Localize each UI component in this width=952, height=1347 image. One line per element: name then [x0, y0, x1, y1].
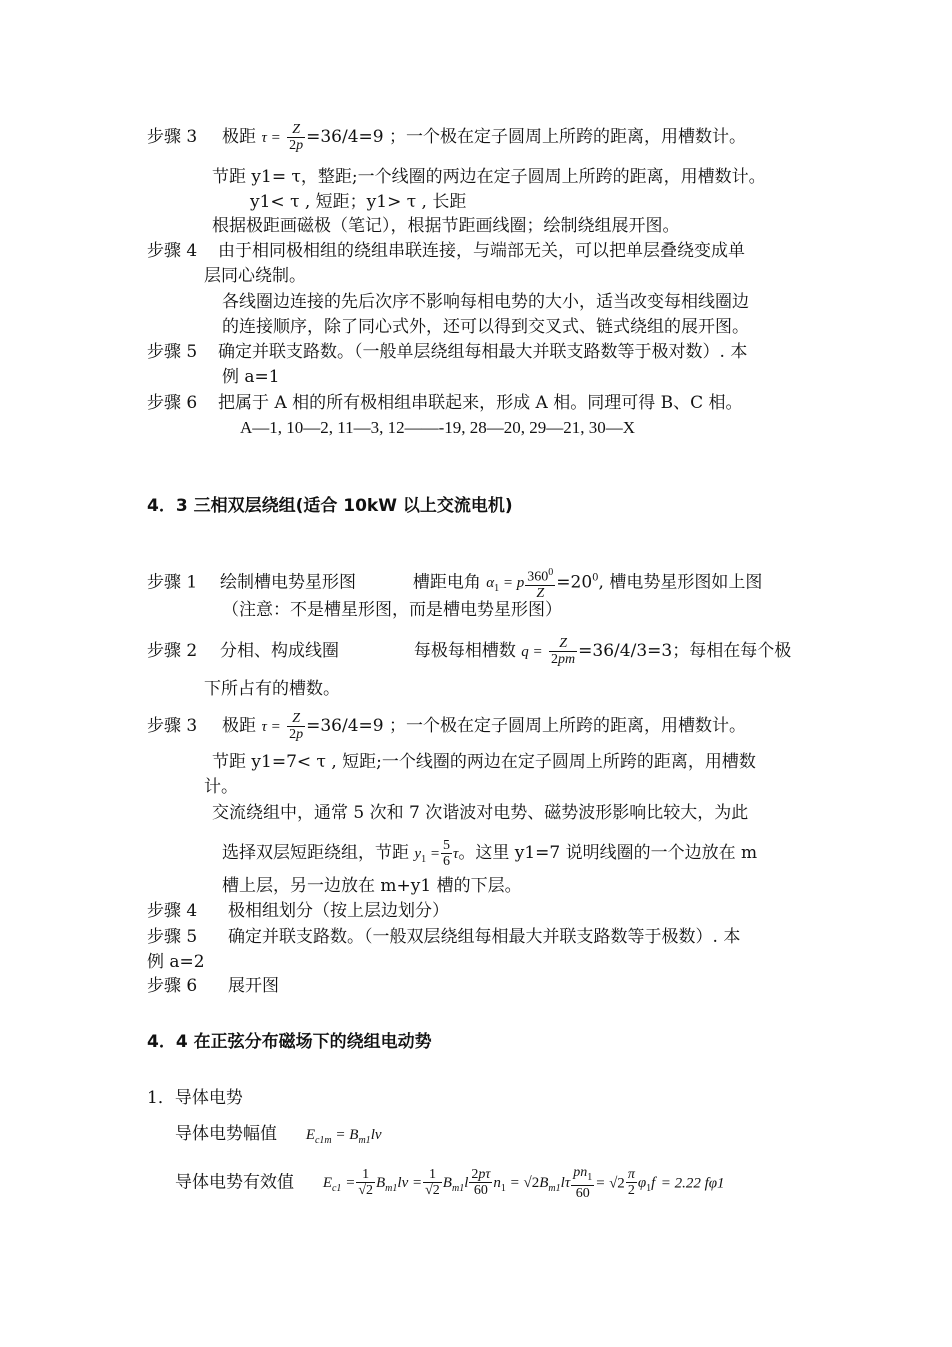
fraction-z-2pm: $\frac{Z}{2pm}$: [551, 636, 576, 667]
step-label: 步骤 6: [147, 393, 198, 413]
section-heading: 4．4 在正弦分布磁场下的绕组电动势: [147, 1032, 432, 1052]
step1-line: 步骤 1 绘制槽电势星形图 槽距电角 $\alpha_1 = p$ $\frac{360^0}{Z}$ $=20^0$, 槽电势星形图如上图: [147, 567, 763, 601]
step-label: 步骤 5: [147, 342, 198, 362]
q-formula: q =: [521, 644, 543, 660]
step-text: 选择双层短距绕组，节距: [222, 843, 409, 863]
step-label: 步骤 2: [147, 641, 198, 661]
step-label: 步骤 4: [147, 901, 198, 921]
step-text: 展开图: [228, 976, 280, 996]
step-text: 确定并联支路数。（一般单层绕组每相最大并联支路数等于极对数）. 本: [218, 342, 748, 362]
step-text: =36/4=9 ；一个极在定子圆周上所跨的距离，用槽数计。: [306, 127, 746, 147]
tau-formula: τ =: [261, 719, 281, 735]
subsection-title: 1．导体电势: [147, 1088, 243, 1108]
step5b-line: [147, 925, 740, 949]
text-line: 节距 y1=7< τ , 短距;一个线圈的两边在定子圆周上所跨的距离，用槽数: [212, 752, 756, 772]
step3b-line: [147, 711, 746, 742]
fraction-5-6: $\frac{5}{6}$: [442, 838, 450, 869]
step5-line: [147, 340, 747, 364]
rms-line: 导体电势有效值 $E_{c1}$ = $\frac{1}{√2}$ $B_{m1}lv$ = $\frac{1}{√2}$ $B_{m1}l$ $\frac{2p\tau}{60}$ $n_1 = √2B_{m1}l\tau$ $\frac{pn_1}{60}$ = √2 $\frac{\pi}{2}$ $\varphi_1f = 2.22$ fφ1: [175, 1165, 725, 1201]
alpha-formula: $\alpha_1 = p$: [486, 575, 525, 595]
step-text: 确定并联支路数。（一般双层绕组每相最大并联支路数等于极数）. 本: [228, 927, 741, 947]
step-label: 步骤 5: [147, 927, 198, 947]
text-line: 槽上层，另一边放在 m+y1 槽的下层。: [222, 876, 522, 896]
fraction-z-2p: $\frac{Z}{2p}$: [289, 711, 304, 742]
note-line: （注意：不是槽星形图，而是槽电势星形图）: [222, 600, 562, 620]
step4-line: [147, 239, 745, 263]
text-line: 交流绕组中，通常 5 次和 7 次谐波对电势、磁势波形影响比较大，为此: [212, 803, 749, 823]
text-line: y1< τ , 短距；y1> τ , 长距: [250, 192, 467, 212]
step-text: 极相组划分（按上层边划分）: [228, 901, 450, 921]
connection-sequence: A—1, 10—2, 11—3, 12——-19, 28—20, 29—21, 30—X: [240, 418, 636, 437]
step-text: 分相、构成线圈: [220, 641, 340, 661]
step2-line: [147, 636, 791, 667]
text-line: 例 a=2: [147, 952, 205, 972]
section-heading: 4．3 三相双层绕组(适合 10kW 以上交流电机): [147, 496, 513, 516]
tau-formula: τ =: [261, 130, 281, 146]
step-text: =36/4=9 ；一个极在定子圆周上所跨的距离，用槽数计。: [306, 716, 746, 736]
amp-formula: $E_{c1m} = B_{m1}lv$: [305, 1127, 382, 1146]
step3-line: [147, 122, 746, 153]
step-text: 极距: [222, 716, 257, 736]
step-text: 。这里 y1=7 说明线圈的一个边放在 m: [458, 843, 758, 863]
text-line: 例 a=1: [222, 367, 280, 387]
step-text: =20: [556, 572, 593, 593]
step-text: 把属于 A 相的所有极相组串联起来，形成 A 相。同理可得 B、C 相。: [218, 393, 743, 413]
rms-result: = 2.22 fφ1: [660, 1175, 725, 1192]
text-line: 节距 y1= τ，整距;一个线圈的两边在定子圆周上所跨的距离，用槽数计。: [212, 167, 766, 187]
text-line: 下所占有的槽数。: [204, 679, 340, 699]
y1-formula: $y_1$ =: [414, 846, 440, 865]
step-label: 步骤 3: [147, 127, 198, 147]
text-line: 的连接顺序，除了同心式外，还可以得到交叉式、链式绕组的展开图。: [222, 317, 749, 337]
text-line: 根据极距画磁极（笔记），根据节距画线圈；绘制绕组展开图。: [212, 216, 680, 236]
step-text: 每极每相槽数: [413, 641, 516, 661]
step-text: 极距: [222, 127, 257, 147]
fraction-360-z: $\frac{360^0}{Z}$: [527, 567, 554, 601]
text-line: 各线圈边连接的先后次序不影响每相电势的大小，适当改变每相线圈边: [222, 292, 749, 312]
step-label: 步骤 6: [147, 976, 198, 996]
amplitude-line: [175, 1122, 382, 1153]
step6b-line: [147, 974, 279, 998]
step-text: 槽距电角: [412, 572, 481, 593]
step-text: 绘制槽电势星形图: [220, 572, 357, 593]
rms-label: 导体电势有效值: [175, 1172, 294, 1193]
step-label: 步骤 3: [147, 716, 198, 736]
step-label: 步骤 1: [147, 572, 198, 593]
text-line: 计。: [204, 777, 238, 797]
rms-formula: $E_{c1}$ =: [322, 1175, 356, 1195]
step4b-line: [147, 899, 449, 923]
amp-label: 导体电势幅值: [175, 1124, 277, 1144]
fraction-z-2p: $\frac{Z}{2p}$: [289, 122, 304, 153]
step6-line: [147, 391, 743, 415]
step-label: 步骤 4: [147, 241, 198, 261]
step-text: , 槽电势星形图如上图: [598, 572, 763, 593]
step-text: =36/4/3=3；每相在每个极: [578, 641, 792, 661]
step-text: 由于相同极相组的绕组串联连接，与端部无关，可以把单层叠绕变成单: [218, 241, 746, 261]
pitch-line: 选择双层短距绕组，节距 $y_1$ = $\frac{5}{6}$ τ。这里 y1=7 说明线圈的一个边放在 m: [222, 838, 758, 869]
text-line: 层同心绕制。: [204, 266, 306, 286]
